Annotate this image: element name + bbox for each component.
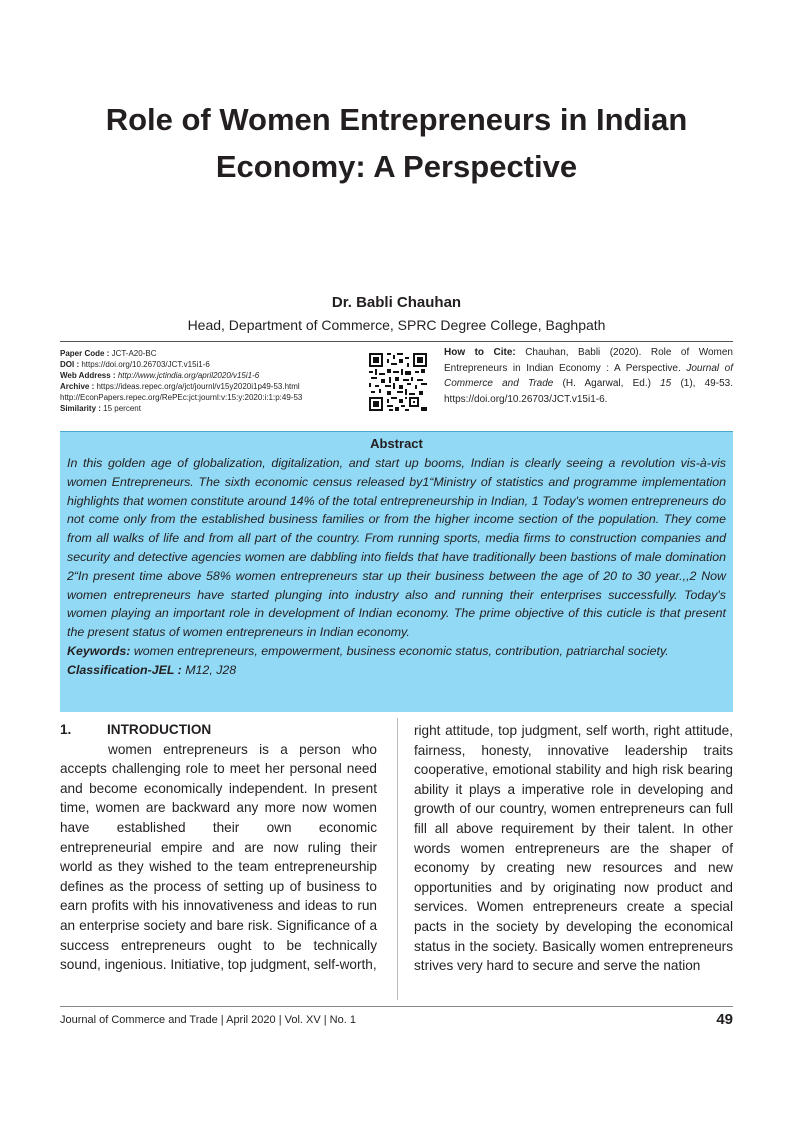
author-name: Dr. Babli Chauhan [331, 294, 462, 311]
doi-row: DOI : https://doi.org/10.26703/JCT.v15i1-6 [60, 360, 210, 369]
abstract-text: In this golden age of globalization, digitalization, and start up booms, Indian is clearly seeing a revolution vis-à-vis women Entrepreneurs. The sixth economic census released by1“Ministry of statistics and programme implementation highlights that women constitute around 14% of the total entrepreneurship in Indian, 1 Today's women entrepreneurs do not come only from the established business families or from the higher income section of the population. They come from all walks of life and from all part of the country. From running sports, media firms to construction companies and security and detective agencies women are dabbling into fields that have traditionally been bastions of male domination 2“In present time above 58% women entrepreneurs star up their business between the age of 20 to 30 year.,,2 Now women entrepreneurs have started plunging into industry also and running their enterprises successfully. Today's women playing an important role in development of Indian economy. The prime objective of this cuticle is that present the present status of women entrepreneurs in Indian economy. [67, 456, 726, 640]
header-divider [60, 341, 733, 342]
title-line-2: Economy: A Perspective [215, 149, 578, 184]
abstract-box [60, 431, 733, 712]
volume-number: 15 [660, 378, 672, 390]
paper-metadata [60, 348, 360, 414]
similarity-row: Similarity : 15 percent [60, 404, 141, 413]
archive-link[interactable]: https://ideas.repec.org/a/jct/journl/v15y2020i1p49-53.html [96, 382, 300, 391]
title-line-1: Role of Women Entrepreneurs in Indian [105, 102, 688, 137]
abstract-heading: Abstract [370, 436, 423, 451]
paper-code: JCT-A20-BC [111, 349, 157, 358]
body-column-left [60, 720, 377, 975]
section-number: 1. [60, 722, 72, 737]
web-address-link[interactable]: http://www.jctindia.org/april2020/v15i1-6 [117, 371, 260, 380]
author-affiliation: Head, Department of Commerce, SPRC Degree College, Baghpath [187, 317, 606, 333]
keywords-list: women entrepreneurs, empowerment, business economic status, contribution, patriarchal society. [133, 643, 669, 658]
column-divider [397, 718, 398, 1000]
keywords [67, 642, 726, 661]
jel-label: Classification-JEL : [67, 662, 182, 677]
paper-code-row: Paper Code : JCT-A20-BC [60, 349, 157, 358]
journal-name: Journal of Commerce and Trade [444, 362, 734, 390]
intro-paragraph-1: women entrepreneurs is a person who accepts challenging role to meet her personal need and become economically independent. In present time, women are backward any more now women have established their own economic entrepreneurial empire and are now ruling their world as they wished to the team entrepreneurship defines as the process of setting up of business to earn profits with his innovativeness and ideas to run an enterprise society and bare risk. Significance of a success entrepreneurs ought to be technically sound, ingenious. Initiative, top judgment, self-worth, [60, 741, 377, 973]
how-to-cite: How to Cite: Chauhan, Babli (2020). Role of Women Entrepreneurs in Indian Economy : A Perspective. Journal of Commerce and Trade (H. Agarwal, Ed.) 15 (1), 49-53. https://doi.org/10.26703/JCT.v15i1-6. [444, 347, 734, 405]
web-address-row: Web Address : http://www.jctindia.org/april2020/v15i1-6 [60, 371, 260, 380]
jel-codes: M12, J28 [185, 662, 237, 677]
cite-label: How to Cite: [444, 347, 516, 358]
keywords-label: Keywords: [67, 643, 131, 658]
intro-paragraph-2: right attitude, top judgment, self worth, right attitude, fairness, honesty, innovative leadership traits cooperative, emotional stability and high risk bearing ability it plays a imperative role in developing and growth of our country, women entrepreneurs can full fill all above requirement by their talent. In other words women entrepreneurs are the shaper of economy by creating new resources and new opportunities and by originating now product and services. Women entrepreneurs create a special pacts in the society by developing the economical status in the society. Basically women entrepreneurs strives very hard to secure and serve the nation [414, 723, 733, 974]
footer-journal-info: Journal of Commerce and Trade | April 2020 | Vol. XV | No. 1 [60, 1014, 356, 1026]
section-title: INTRODUCTION [107, 722, 212, 737]
body-column-right [414, 721, 733, 976]
footer-divider [60, 1006, 733, 1007]
jel-classification [67, 661, 726, 680]
doi-link[interactable]: https://doi.org/10.26703/JCT.v15i1-6 [81, 360, 210, 369]
econpapers-row [60, 392, 360, 403]
qr-code-icon [369, 353, 427, 411]
section-heading [60, 720, 377, 740]
econpapers-link[interactable]: http://EconPapers.repec.org/RePEc:jct:journl:v:15:y:2020:i:1:p:49-53 [60, 393, 303, 402]
similarity-value: 15 percent [103, 404, 141, 413]
paper-title [60, 96, 733, 190]
page-number: 49 [716, 1011, 733, 1028]
archive-row: Archive : https://ideas.repec.org/a/jct/journl/v15y2020i1p49-53.html [60, 382, 300, 391]
